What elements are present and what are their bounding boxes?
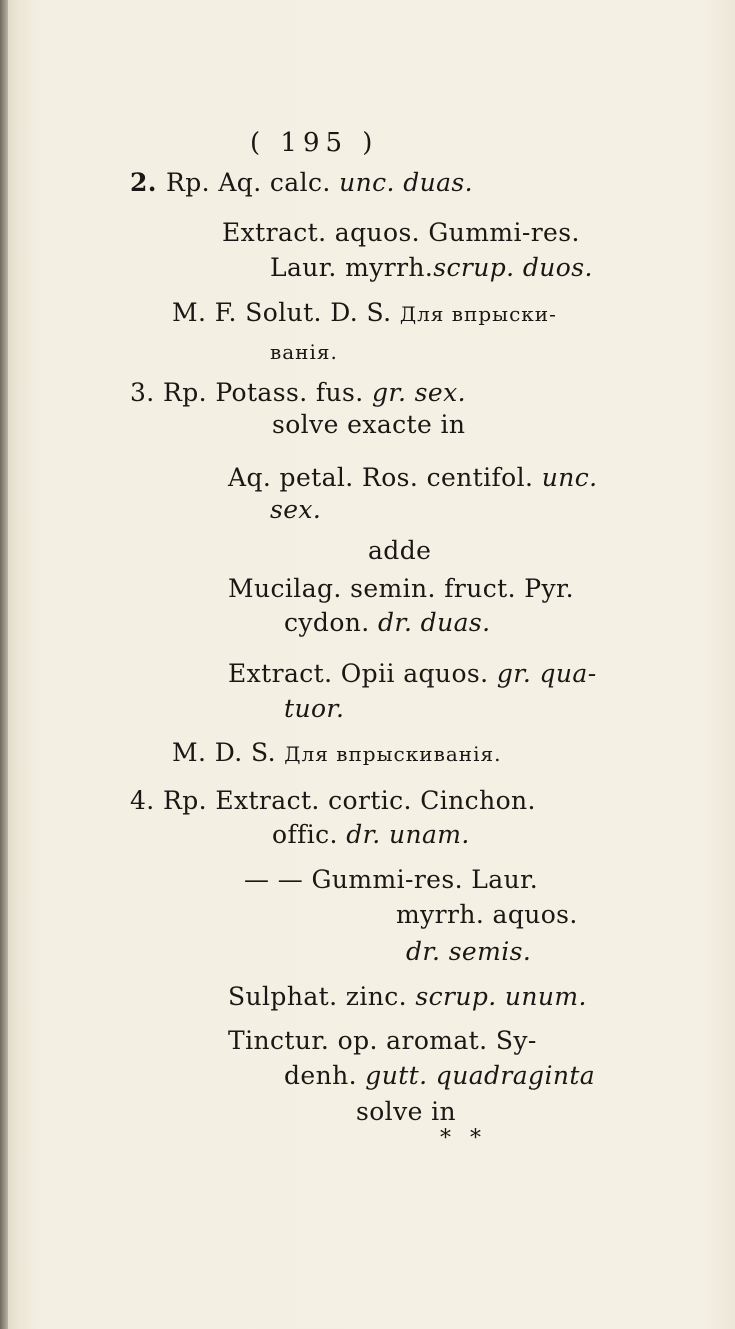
text-line bbox=[356, 1097, 456, 1127]
text-run: Laur. myrrh. bbox=[270, 253, 434, 282]
text-run: scrup. unum. bbox=[415, 982, 587, 1011]
text-line bbox=[396, 900, 578, 930]
text-run: denh. bbox=[284, 1061, 366, 1090]
text-run: adde bbox=[368, 536, 432, 565]
text-line bbox=[130, 378, 466, 408]
text-run: Tinctur. op. aromat. Sy- bbox=[228, 1026, 537, 1055]
text-run: dr. semis. bbox=[406, 937, 532, 966]
page-number: ( 195 ) bbox=[250, 128, 379, 158]
signature-mark: * * bbox=[440, 1126, 487, 1151]
text-line bbox=[172, 298, 557, 329]
text-run: gutt. quadraginta bbox=[365, 1061, 596, 1090]
text-run: Sulphat. zinc. bbox=[228, 982, 416, 1011]
text-run: 4. Rp. Extract. cortic. Cinchon. bbox=[130, 786, 536, 815]
text-line bbox=[284, 1061, 595, 1091]
text-line bbox=[272, 410, 465, 440]
text-run: cydon. bbox=[284, 608, 378, 637]
text-line bbox=[228, 982, 587, 1012]
text-line bbox=[284, 694, 344, 724]
text-run: Aq. petal. Ros. centifol. bbox=[228, 463, 542, 492]
text-run: Rp. Aq. calc. bbox=[166, 168, 340, 197]
text-line bbox=[244, 865, 538, 895]
text-run: Extract. Opii aquos. bbox=[228, 659, 497, 688]
text-line bbox=[228, 574, 574, 604]
text-run: Mucilag. semin. fruct. Pyr. bbox=[228, 574, 574, 603]
text-run: dr. unam. bbox=[346, 820, 470, 849]
text-line bbox=[228, 463, 598, 493]
text-line bbox=[130, 786, 536, 816]
text-run: Для впрыскиванія. bbox=[284, 742, 502, 766]
text-line bbox=[228, 659, 597, 689]
text-line bbox=[130, 168, 473, 198]
text-run: dr. duas. bbox=[377, 608, 491, 637]
text-run: Для впрыски- bbox=[399, 302, 557, 326]
text-run: 3. Rp. Potass. fus. bbox=[130, 378, 372, 407]
text-run: tuor. bbox=[284, 694, 345, 723]
text-line bbox=[284, 608, 490, 638]
text-run: solve exacte in bbox=[272, 410, 466, 439]
text-run: unc. bbox=[541, 463, 598, 492]
text-run: Extract. aquos. Gummi-res. bbox=[222, 218, 580, 247]
text-run: solve in bbox=[356, 1097, 457, 1126]
text-line bbox=[406, 937, 531, 967]
text-run: M. D. S. bbox=[172, 738, 285, 767]
text-line bbox=[368, 536, 431, 566]
text-line bbox=[272, 820, 470, 850]
text-line bbox=[228, 1026, 537, 1056]
text-run: ванія. bbox=[270, 340, 338, 364]
text-run: 2. bbox=[130, 168, 167, 197]
text-run: gr. qua- bbox=[496, 659, 597, 688]
text-run: scrup. duos. bbox=[433, 253, 593, 282]
text-run: offic. bbox=[272, 820, 347, 849]
text-run: M. F. Solut. D. S. bbox=[172, 298, 400, 327]
text-line bbox=[172, 738, 501, 769]
text-run: — — Gummi-res. Laur. bbox=[244, 865, 539, 894]
text-run: unc. duas. bbox=[339, 168, 473, 197]
text-line bbox=[270, 253, 593, 283]
text-line bbox=[270, 495, 321, 525]
page-gutter-shadow bbox=[0, 0, 8, 1329]
text-run: sex. bbox=[270, 495, 322, 524]
text-run: myrrh. aquos. bbox=[396, 900, 578, 929]
text-line bbox=[270, 336, 338, 367]
text-run: gr. sex. bbox=[371, 378, 466, 407]
text-line bbox=[222, 218, 580, 248]
